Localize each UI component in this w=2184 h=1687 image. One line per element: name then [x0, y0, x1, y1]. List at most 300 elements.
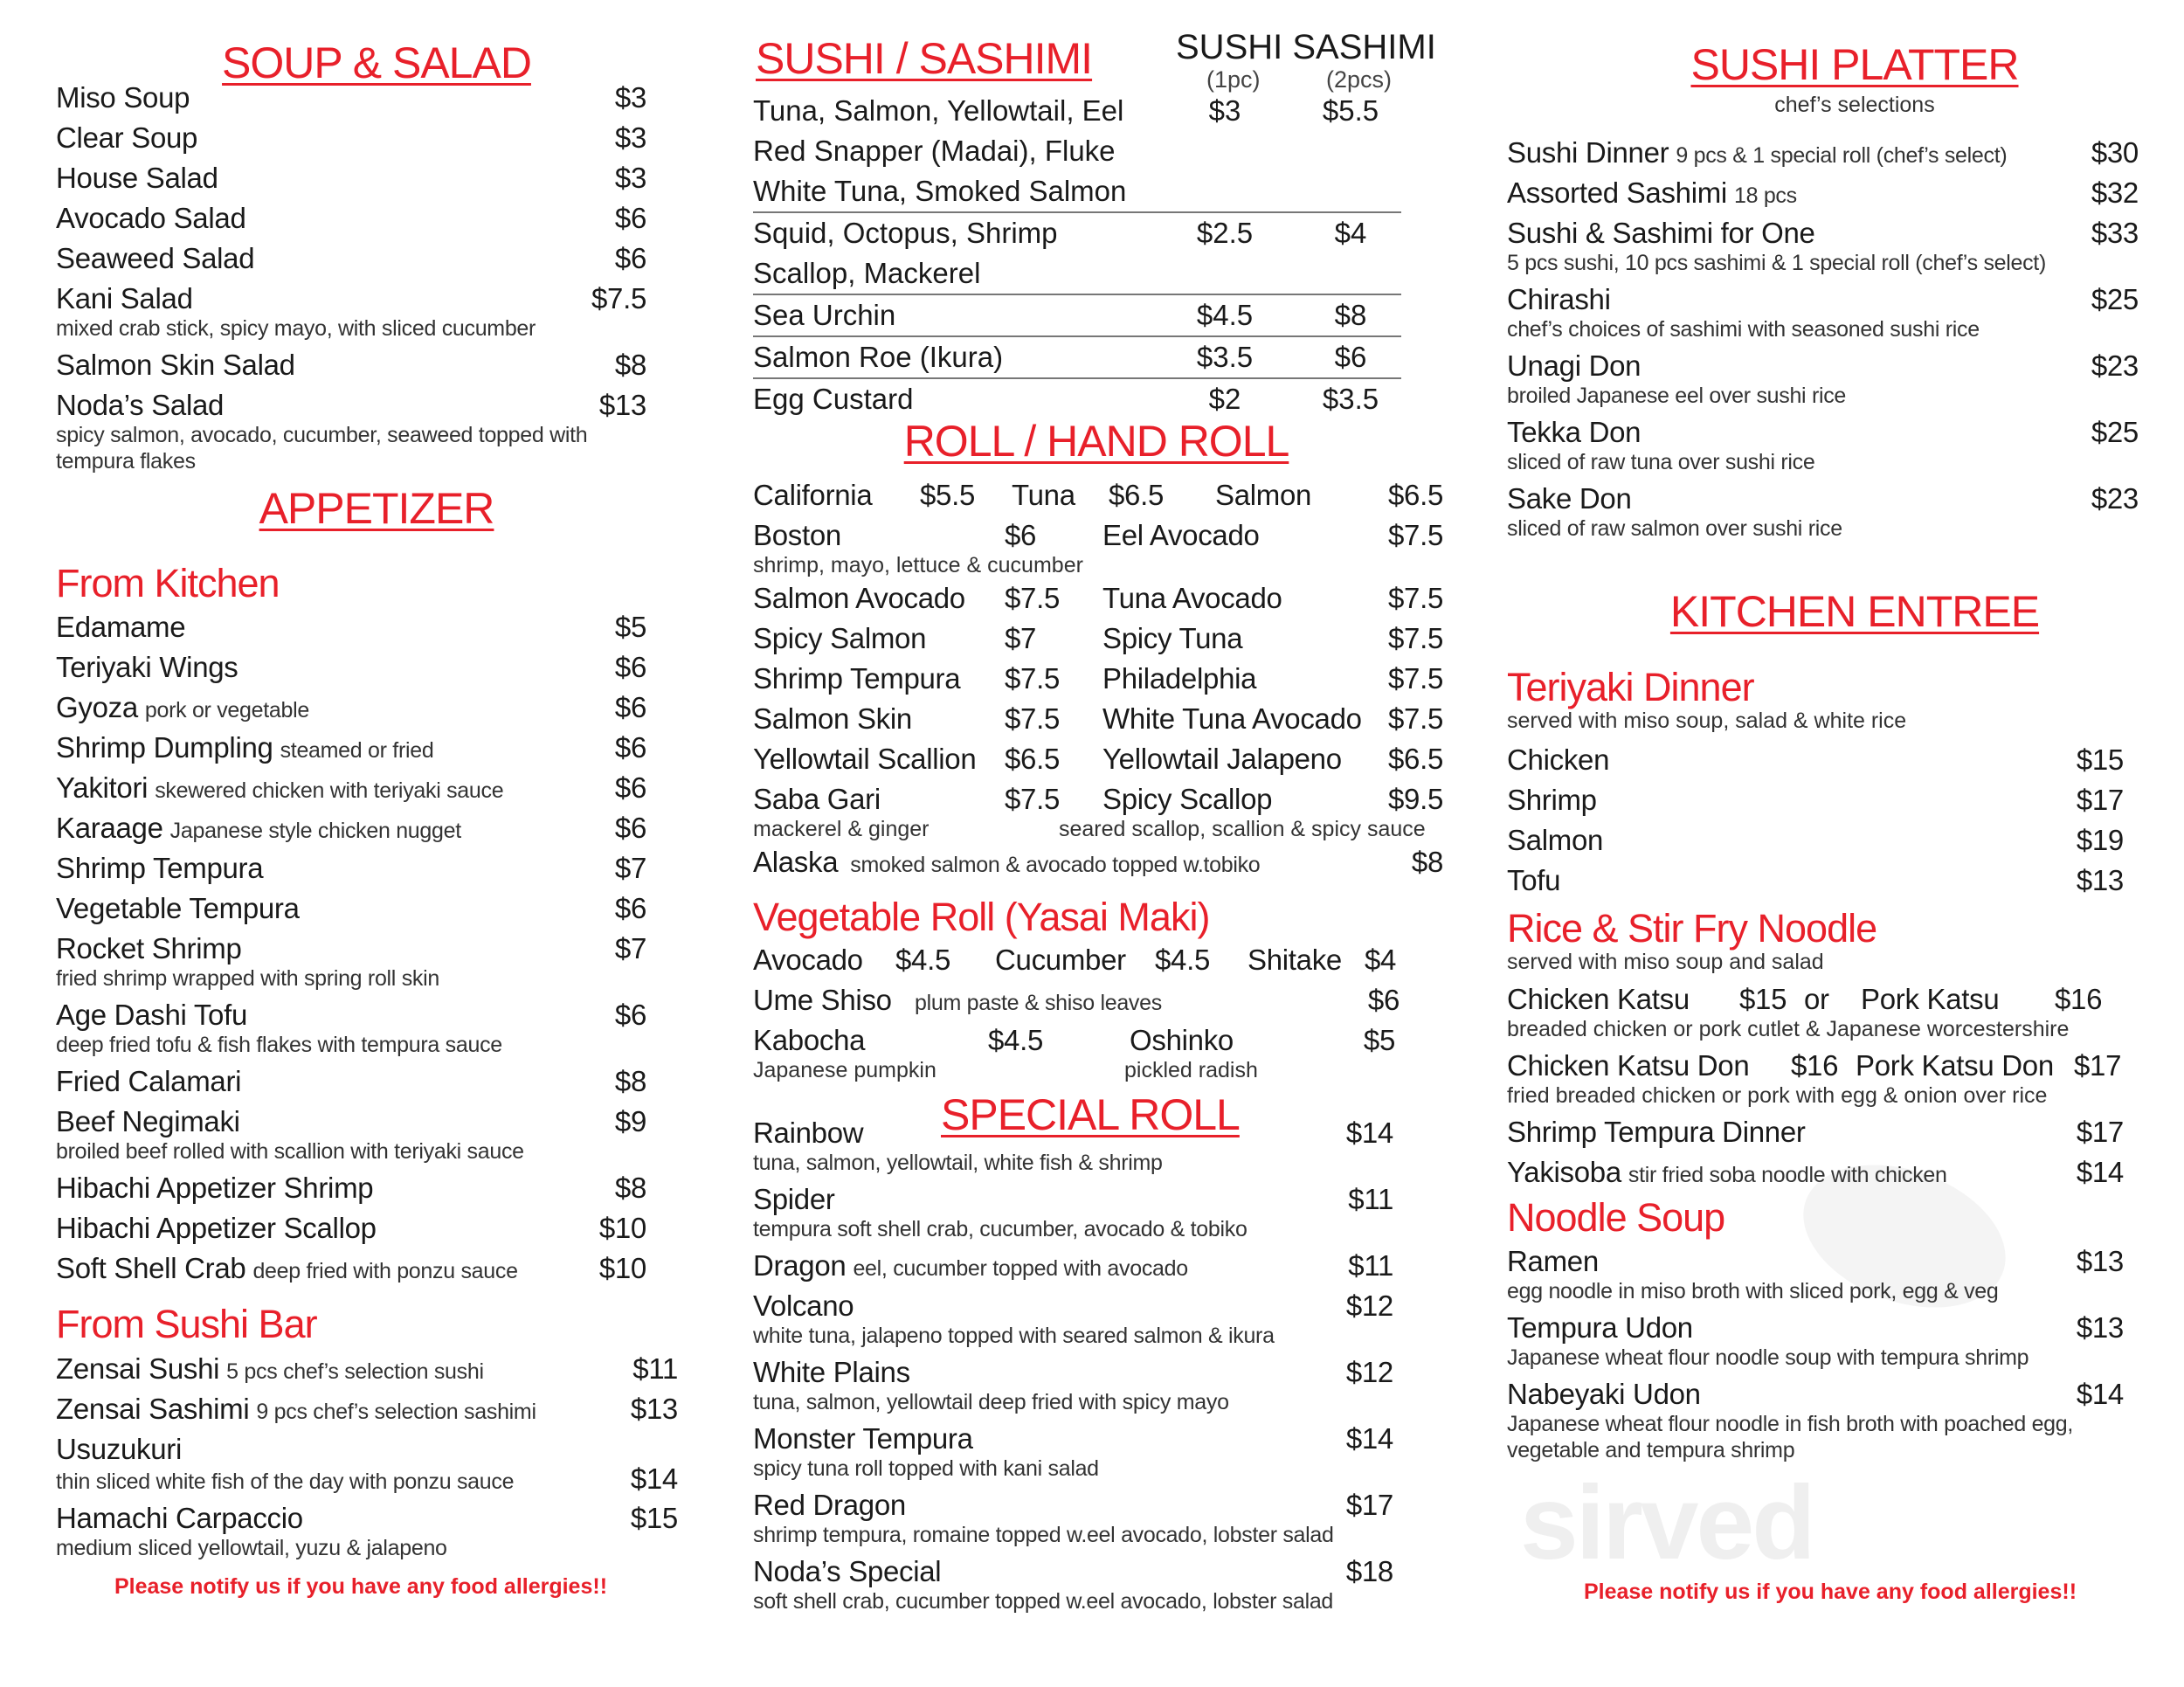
roll-price: $6: [1005, 519, 1037, 551]
item-name: Pork Katsu Don: [1856, 1049, 2054, 1082]
table-row: [753, 131, 1401, 171]
roll-description: mackerel & ginger: [753, 817, 930, 841]
item-row: [1507, 820, 2124, 861]
item-name: Edamame: [56, 611, 186, 643]
item-price: $7.5: [591, 282, 646, 315]
item-description: soft shell crab, cucumber topped w.eel avocado, lobster salad: [753, 1589, 1334, 1614]
menu-item: [1507, 1374, 2124, 1467]
roll-name: Eel Avocado: [1102, 519, 1260, 551]
item-description: broiled Japanese eel over sushi rice: [1507, 384, 1847, 408]
menu-item: [56, 688, 646, 728]
menu-item: [753, 1485, 1393, 1552]
watermark-logo: sirved: [1520, 1464, 1814, 1581]
menu-item: [56, 1208, 646, 1248]
item-price: $3: [614, 121, 646, 154]
item-note: 9 pcs chef’s selection sashimi: [256, 1400, 536, 1424]
item-price: $14: [1345, 1422, 1393, 1455]
roll-name: Salmon Skin: [753, 702, 912, 735]
menu-item: [56, 808, 646, 848]
item-row: [1507, 1308, 2124, 1348]
item-name: Volcano: [753, 1289, 854, 1322]
item-price: $14: [1345, 1117, 1393, 1149]
item-description-row: [1507, 383, 2139, 412]
roll-item: [1102, 619, 1443, 659]
roll-item: [753, 578, 1102, 619]
item-row: [1507, 213, 2139, 253]
roll-price: $9.5: [1387, 783, 1443, 815]
item-row: [1507, 740, 2124, 780]
menu-item: [56, 929, 646, 995]
item-name: Hibachi Appetizer Shrimp: [56, 1172, 374, 1204]
item-row: [753, 1352, 1393, 1393]
item-name: Clear Soup: [56, 121, 198, 154]
section-title-sushi-platter: SUSHI PLATTER: [1690, 40, 2019, 89]
roll-price: $6.5: [1005, 743, 1061, 775]
item-row: [56, 995, 646, 1035]
item-description: spicy salmon, avocado, cucumber, seaweed topped with tempura flakes: [56, 423, 588, 474]
roll-name: Tuna Avocado: [1102, 582, 1282, 614]
roll-description: seared scallop, scallion & spicy sauce: [1059, 817, 1426, 841]
roll-list: [753, 475, 1443, 882]
menu-item: [56, 385, 646, 478]
menu-item: [1507, 213, 2139, 280]
item-price: $12: [1345, 1356, 1393, 1388]
item-name: Spider: [753, 1183, 835, 1215]
item-name: Pork Katsu: [1861, 983, 2000, 1015]
item-price: $16: [2055, 983, 2103, 1015]
roll-item: [753, 842, 1443, 882]
item-description: breaded chicken or pork cutlet & Japanese worcestershire: [1507, 1017, 2070, 1041]
menu-item: [56, 158, 646, 198]
item-row: [56, 279, 646, 319]
item-description: deep fried tofu & fish flakes with tempura sauce: [56, 1033, 502, 1057]
menu-item: [56, 768, 646, 808]
item-description: tempura soft shell crab, cucumber, avocado & tobiko: [753, 1217, 1248, 1241]
item-description-row: [56, 1535, 678, 1565]
roll-row: [753, 619, 1443, 659]
item-description: mixed crab stick, spicy mayo, with sliced cucumber: [56, 316, 536, 341]
sashimi-unit-label: (2pcs): [1326, 66, 1393, 93]
item-description: white tuna, jalapeno topped with seared salmon & ikura: [753, 1324, 1275, 1348]
item-name: Beef Negimaki: [56, 1105, 240, 1137]
roll-price: $7.5: [1005, 582, 1061, 614]
roll-item: [1102, 578, 1443, 619]
roll-name: Tuna: [1012, 479, 1075, 511]
item-price: $11: [632, 1352, 678, 1385]
roll-name: Salmon: [1215, 479, 1312, 511]
menu-item: [56, 728, 646, 768]
item-row: [56, 808, 646, 848]
menu-item: [56, 1389, 678, 1429]
menu-item: [1507, 412, 2139, 479]
item-price: $15: [1739, 983, 1787, 1015]
section-title-special-roll: SPECIAL ROLL: [941, 1090, 1240, 1139]
allergy-notice: Please notify us if you have any food allergies!!: [1583, 1580, 2077, 1604]
roll-item: [1102, 515, 1443, 556]
menu-item: [56, 1349, 678, 1389]
roll-row: [753, 739, 1443, 779]
menu-item: [56, 239, 646, 279]
item-row: [56, 345, 646, 385]
item-price: $4.5: [1155, 944, 1211, 976]
roll-name: Saba Gari: [753, 783, 881, 815]
roll-item: [1102, 779, 1443, 819]
item-description-row: [56, 422, 646, 478]
item-name: Cucumber: [995, 944, 1126, 976]
item-note: pork or vegetable: [144, 698, 309, 723]
item-description: Japanese pumpkin: [753, 1058, 936, 1082]
item-description: tuna, salmon, yellowtail, white fish & shrimp: [753, 1151, 1163, 1175]
table-row: [753, 253, 1401, 294]
menu-item: [56, 1061, 646, 1102]
table-row: [753, 337, 1401, 377]
subsection-title-from-sushi-bar: From Sushi Bar: [56, 1302, 317, 1346]
item-price: $3: [614, 162, 646, 194]
roll-name: Shrimp Tempura: [753, 662, 961, 695]
menu-item: [753, 1179, 1393, 1246]
item-price: $5: [614, 611, 646, 643]
allergy-notice: Please notify us if you have any food allergies!!: [114, 1574, 608, 1599]
item-name: White Tuna, Smoked Salmon: [753, 175, 1127, 207]
roll-name: Spicy Scallop: [1102, 783, 1273, 815]
item-row: [1507, 479, 2139, 519]
item-row: [1507, 1152, 2124, 1193]
item-price: $3: [614, 81, 646, 114]
sushi-sashimi-table: [753, 91, 1401, 419]
item-price: $7: [614, 932, 646, 964]
item-price: $13: [598, 389, 646, 421]
soup-salad-list: [56, 78, 646, 478]
roll-price: $7.5: [1387, 519, 1443, 551]
roll-item: [1102, 659, 1443, 699]
table-row-group: [753, 213, 1401, 295]
item-row: [56, 728, 646, 768]
sushi-price: $2.5: [1196, 217, 1254, 249]
conjunction: or: [1804, 983, 1829, 1015]
item-description: 5 pcs sushi, 10 pcs sashimi & 1 special roll (chef’s select): [1507, 251, 2046, 275]
item-name: Sushi Dinner: [1507, 136, 1669, 169]
teriyaki-list: [1507, 740, 2124, 901]
item-price: $6: [614, 691, 646, 723]
item-name: Chicken Katsu: [1507, 983, 1690, 1015]
item-name: Zensai Sushi: [56, 1352, 220, 1385]
item-description-row: [1507, 1345, 2124, 1374]
item-descriptions: [1507, 1082, 2136, 1109]
item-price: $15: [2076, 743, 2124, 776]
item-price: $23: [2091, 349, 2139, 382]
table-row-group: [753, 91, 1401, 213]
roll-item: [753, 475, 1012, 515]
item-name: Salmon Skin Salad: [56, 349, 295, 381]
item-name: Hibachi Appetizer Scallop: [56, 1212, 377, 1244]
roll-price: $7.5: [1387, 622, 1443, 654]
roll-price: $5.5: [920, 479, 976, 511]
item-name: Tuna, Salmon, Yellowtail, Eel: [753, 94, 1124, 127]
menu-item: [1507, 780, 2124, 820]
roll-name: Boston: [753, 519, 841, 551]
roll-name: Spicy Tuna: [1102, 622, 1243, 654]
sushi-price: $4.5: [1196, 299, 1254, 331]
item-row: [753, 1246, 1393, 1286]
menu-item: [1507, 173, 2139, 213]
item-description-row: [753, 1389, 1393, 1419]
noodle-soup-list: [1507, 1241, 2124, 1467]
roll-name: Spicy Salmon: [753, 622, 927, 654]
menu-item: [753, 1552, 1393, 1618]
item-name: Vegetable Tempura: [56, 892, 300, 924]
item-description: sliced of raw tuna over sushi rice: [1507, 450, 1815, 474]
menu-item: [56, 279, 646, 345]
item-row: [1507, 412, 2139, 453]
item-name: Squid, Octopus, Shrimp: [753, 217, 1058, 249]
menu-item: [1507, 133, 2139, 173]
menu-item: [56, 198, 646, 239]
item-note: 9 pcs & 1 special roll (chef’s select): [1676, 143, 2008, 168]
item-price: $12: [1345, 1289, 1393, 1322]
item-price: $17: [2074, 1049, 2122, 1082]
rice-noodle-list: [1507, 979, 2136, 1193]
item-name: Chicken: [1507, 743, 1610, 776]
item-note: steamed or fried: [280, 738, 434, 763]
roll-item: [1215, 475, 1443, 515]
item-row: [1507, 861, 2124, 901]
item-price: $6: [1367, 984, 1400, 1016]
item-price: $7: [614, 852, 646, 884]
item-name: Monster Tempura: [753, 1422, 973, 1455]
item-name: Red Snapper (Madai), Fluke: [753, 135, 1116, 167]
table-row-group: [753, 337, 1401, 379]
item-name: Yakisoba: [1507, 1156, 1621, 1188]
item-description-row: [753, 1522, 1393, 1552]
roll-item: [753, 779, 1102, 819]
item-price: $4: [1365, 944, 1397, 976]
roll-price: $6.5: [1387, 479, 1443, 511]
sushi-unit-label: (1pc): [1206, 66, 1261, 93]
item-name: Soft Shell Crab: [56, 1252, 246, 1284]
section-title-roll-hand-roll: ROLL / HAND ROLL: [903, 417, 1289, 466]
item-description-row: [56, 1138, 646, 1168]
item-description: egg noodle in miso broth with sliced pork, egg & veg: [1507, 1279, 1999, 1303]
item-description: sliced of raw salmon over sushi rice: [1507, 516, 1842, 541]
sashimi-price: $3.5: [1322, 383, 1379, 415]
menu-item: [56, 848, 646, 888]
item-row: [56, 1498, 678, 1538]
item-name: Karaage: [56, 812, 163, 844]
roll-item: [753, 699, 1102, 739]
roll-name: Yellowtail Scallion: [753, 743, 977, 775]
item-price: $17: [1345, 1489, 1393, 1521]
section-title-soup-salad: SOUP & SALAD: [222, 38, 531, 87]
sashimi-price: $5.5: [1322, 94, 1379, 127]
roll-price: $6.5: [1109, 479, 1165, 511]
menu-item: [56, 118, 646, 158]
item-name: Ume Shiso: [753, 984, 892, 1016]
subsection-subtitle: served with miso soup, salad & white rice: [1507, 709, 1907, 733]
rice-noodle-items: [1507, 1112, 2124, 1193]
item-description-row: [753, 1455, 1393, 1485]
item-row: [1507, 173, 2139, 213]
roll-item: [1102, 699, 1443, 739]
subsection-title-rice-noodle: Rice & Stir Fry Noodle: [1507, 906, 1877, 951]
roll-row: [753, 779, 1443, 819]
item-name: Miso Soup: [56, 81, 190, 114]
item-price: $6: [614, 242, 646, 274]
roll-item: [753, 515, 1102, 556]
menu-item: [1507, 346, 2139, 412]
item-price: $14: [2076, 1156, 2124, 1188]
roll-price: $8: [1411, 846, 1443, 878]
item-row: [1507, 1112, 2124, 1152]
item-price: $6: [614, 731, 646, 764]
item-name: Kani Salad: [56, 282, 193, 315]
item-price: $6: [614, 812, 646, 844]
roll-item: [753, 739, 1102, 779]
item-price: $8: [614, 1065, 646, 1097]
roll-row: [753, 578, 1443, 619]
item-name: Fried Calamari: [56, 1065, 242, 1097]
subsection-subtitle: served with miso soup and salad: [1507, 950, 1824, 974]
item-row: [1507, 346, 2139, 386]
item-price: $6: [614, 651, 646, 683]
price-column-header: SUSHI SASHIMI: [1176, 28, 1436, 66]
item-description: broiled beef rolled with scallion with teriyaki sauce: [56, 1139, 524, 1164]
item-row: [753, 1419, 1393, 1459]
menu-item: [1507, 1308, 2124, 1374]
item-row: [56, 647, 646, 688]
menu-item: [753, 1286, 1393, 1352]
roll-row: [753, 699, 1443, 739]
menu-item: [1507, 1152, 2124, 1193]
roll-price: $6.5: [1387, 743, 1443, 775]
item-price: $10: [598, 1212, 646, 1244]
item-row: [56, 929, 646, 969]
item-row: [56, 607, 646, 647]
item-name: Sake Don: [1507, 482, 1632, 515]
from-sushi-bar-list: [56, 1349, 678, 1565]
item-price: $4.5: [988, 1024, 1044, 1056]
item-price: $6: [614, 999, 646, 1031]
item-description-row: [1507, 316, 2139, 346]
item-name: Assorted Sashimi: [1507, 176, 1727, 209]
item-row: [753, 1485, 1393, 1525]
item-note: eel, cucumber topped with avocado: [853, 1256, 1188, 1281]
section-subtitle: chef’s selections: [1774, 93, 1935, 117]
item-row: [56, 1168, 646, 1208]
item-description-row: [753, 1323, 1393, 1352]
item-price: $16: [1791, 1049, 1839, 1082]
menu-item: [56, 995, 646, 1061]
roll-name: Yellowtail Jalapeno: [1102, 743, 1342, 775]
roll-description: shrimp, mayo, lettuce & cucumber: [753, 553, 1083, 577]
item-price: $13: [2076, 1245, 2124, 1277]
item-row: [1507, 133, 2139, 173]
item-name: Rocket Shrimp: [56, 932, 242, 964]
item-name: Shrimp Tempura: [56, 852, 264, 884]
item-price: $19: [2076, 824, 2124, 856]
item-description: fried shrimp wrapped with spring roll skin: [56, 966, 439, 991]
item-description: spicy tuna roll topped with kani salad: [753, 1456, 1099, 1481]
subsection-title-noodle-soup: Noodle Soup: [1507, 1195, 1725, 1240]
roll-name: Salmon Avocado: [753, 582, 965, 614]
item-price: $13: [2076, 864, 2124, 896]
item-note: skewered chicken with teriyaki sauce: [155, 778, 504, 803]
item-description-row: [56, 1462, 678, 1498]
menu-item: [753, 1352, 1393, 1419]
list-item: [753, 940, 1404, 980]
menu-item: [1507, 479, 2139, 545]
roll-row: [753, 475, 1443, 515]
item-row: [1507, 1241, 2124, 1282]
item-price: $15: [630, 1502, 678, 1534]
item-price: $18: [1345, 1555, 1393, 1587]
item-price: $17: [2076, 1116, 2124, 1148]
item-price: $5: [1363, 1024, 1395, 1056]
item-description-row: [1507, 515, 2139, 545]
table-row-group: [753, 379, 1401, 419]
item-name: Seaweed Salad: [56, 242, 255, 274]
vegetable-roll-list: [753, 940, 1404, 1087]
item-name: Dragon: [753, 1249, 847, 1282]
roll-price: $7: [1005, 622, 1037, 654]
item-name: Noda’s Special: [753, 1555, 942, 1587]
roll-price: $7.5: [1387, 582, 1443, 614]
roll-description-row: [753, 816, 1443, 842]
item-row: [56, 688, 646, 728]
item-description: pickled radish: [1124, 1058, 1258, 1082]
item-description: fried breaded chicken or pork with egg & onion over rice: [1507, 1083, 2048, 1108]
menu-item: [56, 888, 646, 929]
item-price: $10: [598, 1252, 646, 1284]
item-name: Tempura Udon: [1507, 1311, 1693, 1344]
roll-row: [753, 515, 1443, 556]
item-descriptions: [753, 1057, 1404, 1083]
item-name: Oshinko: [1130, 1024, 1234, 1056]
item-row: [56, 78, 646, 118]
menu-item: [56, 1429, 678, 1498]
roll-name: Alaska: [753, 846, 839, 878]
item-name: Red Dragon: [753, 1489, 906, 1521]
roll-price: $7.5: [1005, 783, 1061, 815]
item-note: deep fried with ponzu sauce: [252, 1259, 518, 1283]
item-name: Shrimp: [1507, 784, 1597, 816]
item-description: medium sliced yellowtail, yuzu & jalapeno: [56, 1536, 447, 1560]
item-description: shrimp tempura, romaine topped w.eel avocado, lobster salad: [753, 1523, 1334, 1547]
roll-name: White Tuna Avocado: [1102, 702, 1362, 735]
item-name: Egg Custard: [753, 383, 914, 415]
item-row: [56, 1429, 678, 1469]
item-price: $6: [614, 771, 646, 804]
item-description-row: [753, 1216, 1393, 1246]
item-name: Age Dashi Tofu: [56, 999, 248, 1031]
menu-item: [56, 1248, 646, 1289]
item-price: $14: [2076, 1378, 2124, 1410]
item-description-row: [1507, 1278, 2124, 1308]
roll-price: $7.5: [1387, 662, 1443, 695]
menu-item: [753, 1419, 1393, 1485]
item-row: [56, 1248, 646, 1289]
item-row: [753, 1552, 1393, 1592]
sashimi-price: $8: [1334, 299, 1367, 331]
item-name: Salmon: [1507, 824, 1604, 856]
item-name: Nabeyaki Udon: [1507, 1378, 1701, 1410]
item-description: Japanese wheat flour noodle soup with tempura shrimp: [1507, 1345, 2029, 1370]
item-price: $13: [2076, 1311, 2124, 1344]
subsection-title-from-kitchen: From Kitchen: [56, 561, 280, 605]
menu-item: [56, 1168, 646, 1208]
item-row: [56, 1349, 678, 1389]
item-row: [56, 239, 646, 279]
item-price: $32: [2091, 176, 2139, 209]
